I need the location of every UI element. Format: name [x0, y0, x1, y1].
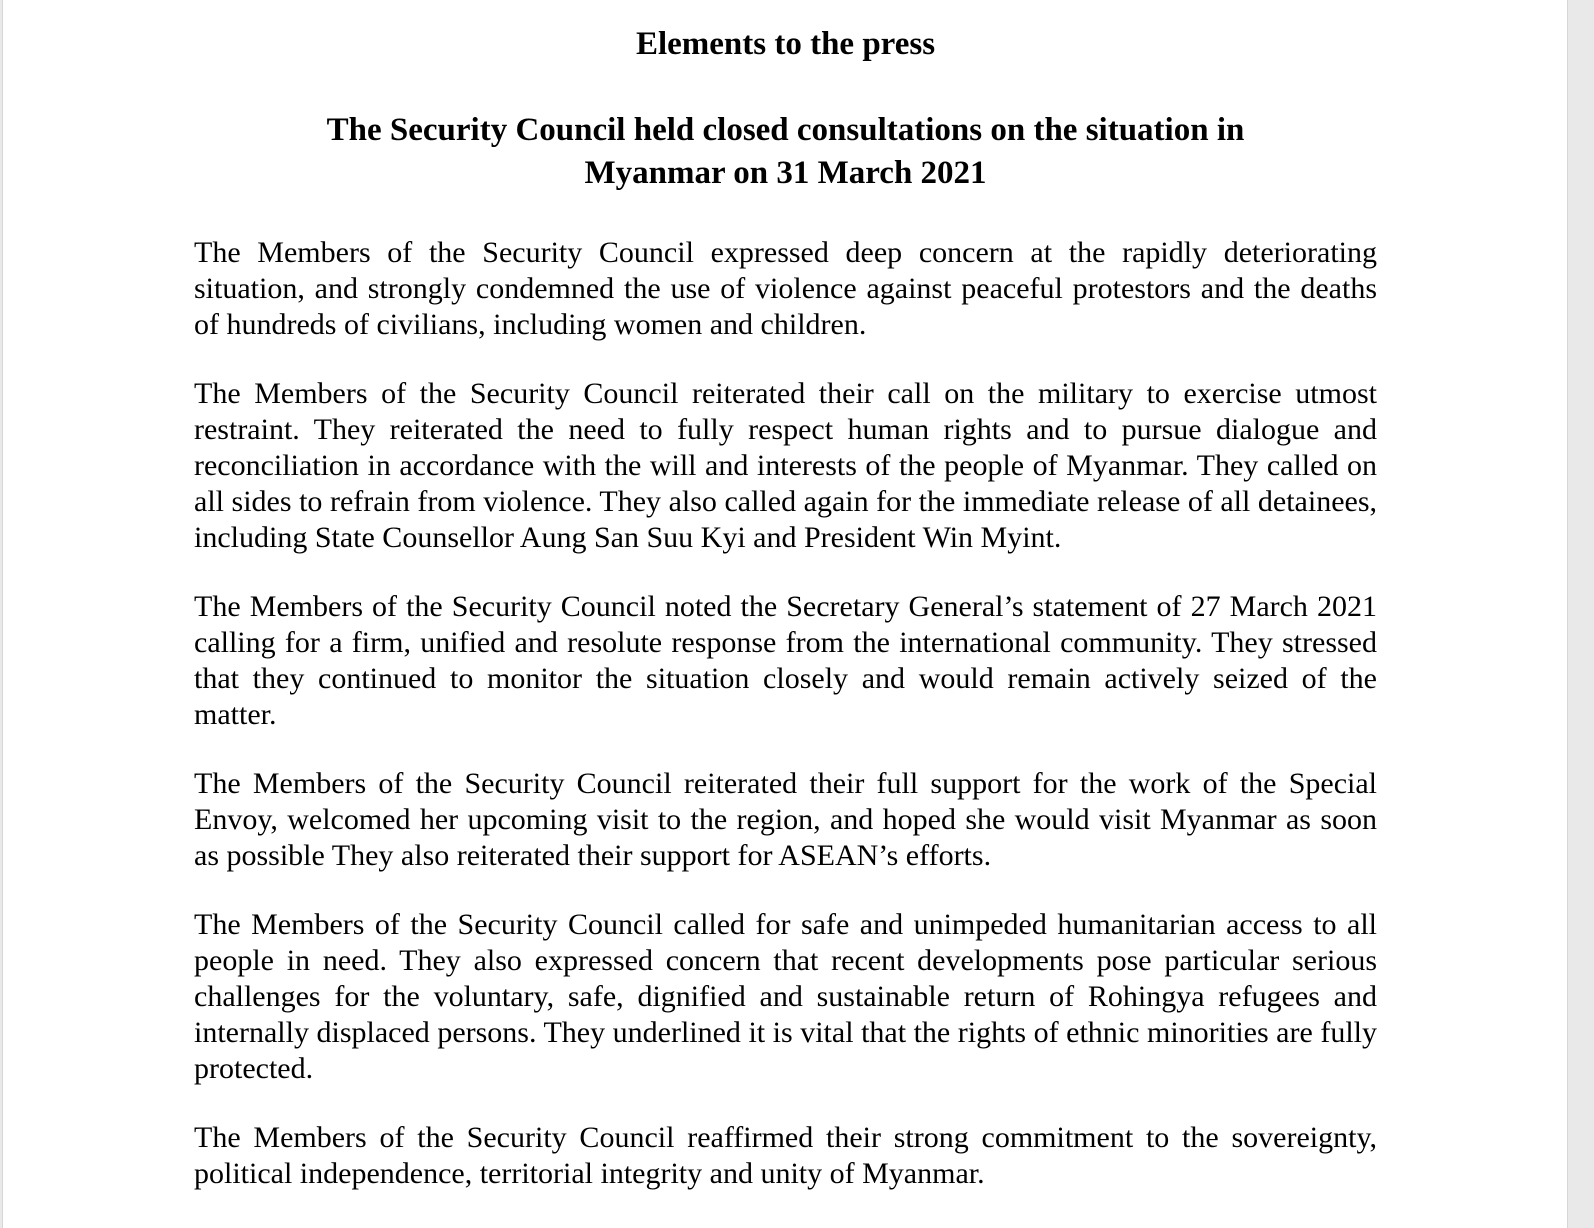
paragraph-6: The Members of the Security Council reaffirmed their strong commitment to the sovereignty, political independence, territorial integrity and unity of Myanmar.	[194, 1121, 1377, 1190]
paragraph-3: The Members of the Security Council noted the Secretary General’s statement of 27 March 2021 calling for a firm, unified and resolute response from the international community. They stressed that they continued to monitor the situation closely and would remain actively seized of the matter.	[194, 590, 1377, 731]
document-title: Elements to the press	[635, 26, 936, 62]
paragraph-5: The Members of the Security Council called for safe and unimpeded humanitarian access to all people in need. They also expressed concern that recent developments pose particular serious challenges for the voluntary, safe, dignified and sustainable return of Rohingya refugees and internally displaced persons. They underlined it is vital that the rights of ethnic minorities are fully protected.	[194, 908, 1377, 1085]
document-subtitle	[194, 109, 1377, 195]
subtitle-line-2: Myanmar on 31 March 2021	[584, 155, 987, 191]
document-page	[2, 0, 1568, 1228]
paragraph-4: The Members of the Security Council reiterated their full support for the work of the Special Envoy, welcomed her upcoming visit to the region, and hoped she would visit Myanmar as soon as possible They also reiterated their support for ASEAN’s efforts.	[194, 767, 1377, 872]
document-content	[194, 20, 1377, 1192]
document-body	[194, 235, 1377, 1192]
paragraph-2: The Members of the Security Council reiterated their call on the military to exercise utmost restraint. They reiterated the need to fully respect human rights and to pursue dialogue and reconciliation in accordance with the will and interests of the people of Myanmar. They called on all sides to refrain from violence. They also called again for the immediate release of all detainees, including State Counsellor Aung San Suu Kyi and President Win Myint.	[194, 377, 1377, 554]
paragraph-1: The Members of the Security Council expressed deep concern at the rapidly deteriorating situation, and strongly condemned the use of violence against peaceful protestors and the deaths of hundreds of civilians, including women and children.	[194, 236, 1377, 341]
subtitle-line-1: The Security Council held closed consultations on the situation in	[326, 112, 1245, 148]
